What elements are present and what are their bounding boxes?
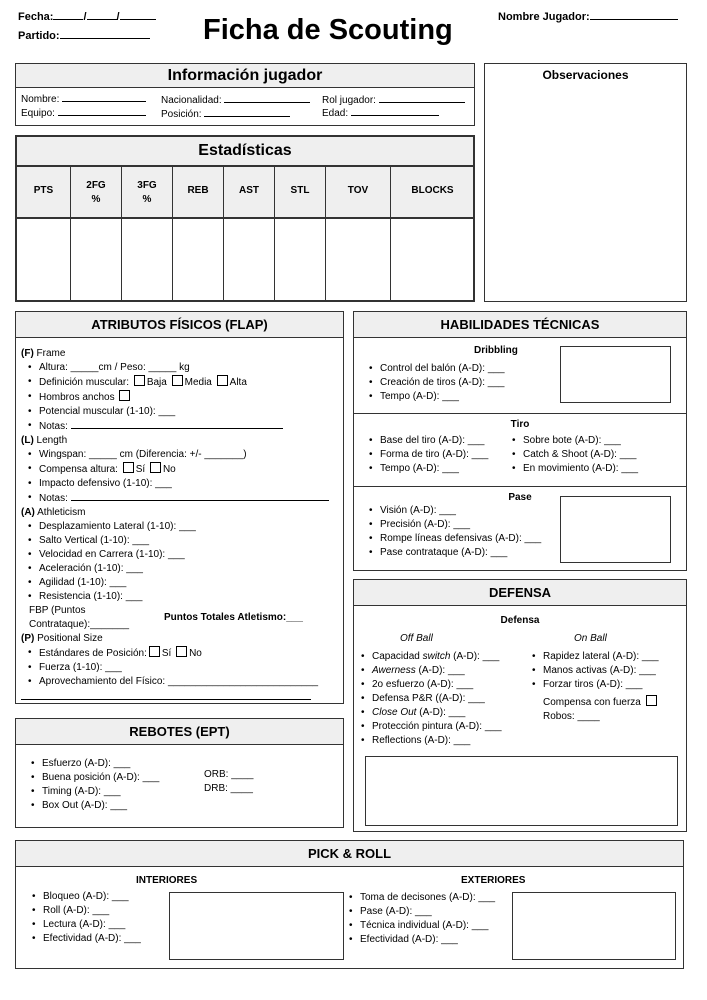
wingspan-item[interactable]: • Wingspan: _____ cm (Diferencia: +/- _______) [21, 448, 341, 462]
defensa-section [353, 579, 687, 832]
rebotes-item[interactable]: • Esfuerzo (A-D): ___ [24, 757, 159, 771]
aprovechamiento-item[interactable]: • Aprovechamiento del Físico: ___________________________ [21, 675, 341, 689]
tiro-item[interactable]: • Catch & Shoot (A-D): ___ [505, 448, 638, 462]
interiores-item[interactable]: • Lectura (A-D): ___ [25, 918, 141, 932]
compensa-fuerza-checkbox[interactable] [646, 695, 657, 706]
equipo-field[interactable]: Equipo: [21, 106, 146, 121]
off-ball-text: (A-D): ___ [415, 665, 465, 676]
stat-value-cell[interactable] [173, 219, 224, 300]
exteriores-item[interactable]: • Técnica individual (A-D): ___ [342, 919, 495, 933]
orb-field[interactable]: ORB: ____ [204, 769, 254, 780]
page-title: Ficha de Scouting [203, 14, 453, 46]
off-ball-item[interactable] [354, 692, 502, 706]
stat-label: 2FG [86, 179, 106, 191]
pase-item[interactable]: • Visión (A-D): ___ [362, 504, 541, 518]
pick-roll-section [15, 840, 684, 969]
posicion-field[interactable]: Posición: [161, 107, 290, 122]
off-ball-item[interactable] [354, 720, 502, 734]
stat-label: PTS [33, 185, 54, 196]
notas-length-item[interactable]: • Notas: [21, 491, 341, 506]
off-ball-item[interactable] [354, 678, 502, 692]
pase-title: Pase [508, 492, 532, 503]
tiro-title: Tiro [510, 419, 530, 430]
potencial-muscular-item[interactable]: • Potencial muscular (1-10): ___ [21, 405, 341, 419]
rebotes-item[interactable]: • Box Out (A-D): ___ [24, 799, 159, 813]
compensa-fuerza-field[interactable]: Compensa con fuerza [543, 695, 659, 710]
alta-checkbox[interactable] [217, 375, 228, 386]
positional-size-heading: (P) Positional Size [21, 633, 103, 644]
interiores-heading: INTERIORES [136, 875, 198, 886]
stat-header-3 [173, 167, 224, 217]
resistencia-item[interactable]: • Resistencia (1-10): ___ [21, 590, 341, 604]
tiro-item[interactable]: • Forma de tiro (A-D): ___ [362, 448, 488, 462]
tiro-item[interactable]: • Tempo (A-D): ___ [362, 462, 488, 476]
pase-block [354, 487, 686, 571]
defensa-title: DEFENSA [354, 580, 686, 606]
puntos-totales-field[interactable]: Puntos Totales Atletismo:___ [164, 612, 303, 623]
partido-field[interactable]: Partido: [18, 29, 150, 42]
rebotes-item[interactable]: • Timing (A-D): ___ [24, 785, 159, 799]
dribbling-title: Dribbling [474, 345, 518, 356]
stat-value-cell[interactable] [224, 219, 275, 300]
stat-label: STL [290, 185, 310, 196]
estandares-no-checkbox[interactable] [176, 646, 187, 657]
definicion-muscular-item[interactable]: • Definición muscular: Baja Media Alta [21, 375, 341, 390]
robos-field[interactable]: Robos: ____ [543, 711, 600, 722]
stat-value-cell[interactable] [391, 219, 474, 300]
off-ball-item[interactable] [354, 706, 502, 720]
stat-label: BLOCKS [411, 185, 454, 196]
stat-value-cell[interactable] [71, 219, 122, 300]
rebotes-title: REBOTES (EPT) [16, 719, 343, 745]
pase-list [362, 504, 541, 560]
off-ball-heading: Off Ball [400, 633, 433, 644]
stat-value-cell[interactable] [122, 219, 173, 300]
pase-notes-box[interactable] [560, 496, 671, 563]
off-ball-item[interactable] [354, 734, 502, 748]
tiro-left-list [362, 434, 488, 476]
length-heading: (L) Length [21, 435, 68, 446]
agilidad-item[interactable]: • Agilidad (1-10): ___ [21, 576, 341, 590]
off-ball-text: Capacidad [372, 651, 423, 662]
off-ball-text: (A-D): ___ [450, 651, 500, 662]
compensa-altura-item[interactable]: • Compensa altura: Sí No [21, 462, 341, 477]
defensa-subtitle: Defensa [500, 615, 540, 626]
nombre-jugador-field[interactable]: Nombre Jugador: [498, 10, 678, 23]
habilidades-tecnicas-section [353, 311, 687, 571]
atributos-fisicos-title: ATRIBUTOS FÍSICOS (FLAP) [16, 312, 343, 338]
estadisticas-title: Estadísticas [17, 137, 473, 167]
stat-header-7 [391, 167, 474, 217]
frame-heading: (F) Frame [21, 348, 66, 359]
stat-value-cell[interactable] [17, 219, 71, 300]
rebotes-item[interactable]: • Buena posición (A-D): ___ [24, 771, 159, 785]
off-ball-list [354, 650, 502, 748]
extra-line[interactable] [21, 689, 311, 700]
interiores-item[interactable]: • Roll (A-D): ___ [25, 904, 141, 918]
athleticism-heading: (A) Athleticism [21, 507, 86, 518]
estadisticas-section [15, 135, 475, 302]
tiro-item[interactable]: • Sobre bote (A-D): ___ [505, 434, 638, 448]
on-ball-heading: On Ball [574, 633, 607, 644]
stat-label: TOV [347, 185, 369, 196]
on-ball-item[interactable]: • Rapidez lateral (A-D): ___ [525, 650, 659, 664]
dribbling-item[interactable]: • Control del balón (A-D): ___ [362, 362, 505, 376]
stat-header-2 [122, 167, 173, 217]
notas-frame-item[interactable]: • Notas: [21, 419, 341, 434]
baja-checkbox[interactable] [134, 375, 145, 386]
dribbling-list [362, 362, 505, 404]
pase-item[interactable]: • Precisión (A-D): ___ [362, 518, 541, 532]
media-checkbox[interactable] [172, 375, 183, 386]
atributos-fisicos-section [15, 311, 344, 704]
pick-roll-title: PICK & ROLL [16, 841, 683, 867]
impacto-defensivo-item[interactable]: • Impacto defensivo (1-10): ___ [21, 477, 341, 491]
exteriores-item[interactable]: • Toma de decisones (A-D): ___ [342, 891, 495, 905]
hombros-checkbox[interactable] [119, 390, 130, 401]
stat-label-sub: % [91, 193, 101, 205]
off-ball-text: Defensa P&R ((A-D): ___ [372, 693, 485, 704]
velocidad-item[interactable]: • Velocidad en Carrera (1-10): ___ [21, 548, 341, 562]
stat-header-6 [326, 167, 391, 217]
interiores-notes-box[interactable] [169, 892, 344, 960]
stat-label-sub: % [142, 193, 152, 205]
stat-value-cell[interactable] [326, 219, 391, 300]
exteriores-item[interactable]: • Pase (A-D): ___ [342, 905, 495, 919]
nombre-field[interactable]: Nombre: [21, 92, 146, 107]
interiores-item[interactable]: • Efectividad (A-D): ___ [25, 932, 141, 946]
stat-header-4 [224, 167, 275, 217]
estandares-si-checkbox[interactable] [149, 646, 160, 657]
fuerza-item[interactable]: • Fuerza (1-10): ___ [21, 661, 341, 675]
aceleracion-item[interactable]: • Aceleración (1-10): ___ [21, 562, 341, 576]
fbp-label-1: FBP (Puntos [29, 605, 86, 616]
rebotes-section [15, 718, 344, 828]
stat-header-5 [275, 167, 326, 217]
salto-item[interactable]: • Salto Vertical (1-10): ___ [21, 534, 341, 548]
stat-label: 3FG [137, 179, 157, 191]
exteriores-heading: EXTERIORES [461, 875, 526, 886]
info-jugador-section [15, 63, 475, 126]
off-ball-item[interactable] [354, 664, 502, 678]
estandares-posicion-item[interactable]: • Estándares de Posición: Sí No [21, 646, 341, 661]
off-ball-text: Reflections (A-D): ___ [372, 735, 471, 746]
off-ball-text: Awerness [372, 665, 416, 676]
dribbling-item[interactable]: • Tempo (A-D): ___ [362, 390, 505, 404]
dribbling-notes-box[interactable] [560, 346, 671, 403]
pase-item[interactable]: • Rompe líneas defensivas (A-D): ___ [362, 532, 541, 546]
exteriores-item[interactable]: • Efectividad (A-D): ___ [342, 933, 495, 947]
exteriores-list [342, 891, 495, 947]
habilidades-tecnicas-title: HABILIDADES TÉCNICAS [354, 312, 686, 338]
stat-label: REB [187, 185, 209, 196]
observaciones-section[interactable] [484, 63, 687, 302]
edad-field[interactable]: Edad: [322, 106, 439, 121]
desplazamiento-item[interactable]: • Desplazamiento Lateral (1-10): ___ [21, 520, 341, 534]
dribbling-block [354, 337, 686, 414]
defensa-notes-box[interactable] [365, 756, 678, 826]
fbp-row [21, 604, 341, 632]
off-ball-text: (A-D): ___ [416, 707, 466, 718]
on-ball-item[interactable]: • Forzar tiros (A-D): ___ [525, 678, 659, 692]
stat-header-1 [71, 167, 122, 217]
fbp-field[interactable]: Contrataque):_______ [29, 619, 130, 630]
compensa-no-checkbox[interactable] [150, 462, 161, 473]
drb-field[interactable]: DRB: ____ [204, 783, 253, 794]
dribbling-item[interactable]: • Creación de tiros (A-D): ___ [362, 376, 505, 390]
off-ball-item[interactable] [354, 650, 502, 664]
exteriores-notes-box[interactable] [512, 892, 676, 960]
rol-field[interactable]: Rol jugador: [322, 93, 465, 108]
observaciones-title: Observaciones [542, 68, 629, 82]
compensa-si-checkbox[interactable] [123, 462, 134, 473]
hombros-anchos-item[interactable]: • Hombros anchos [21, 390, 341, 405]
off-ball-text: Protección pintura (A-D): ___ [372, 721, 502, 732]
atributos-fisicos-content [21, 347, 341, 700]
altura-peso-item[interactable]: • Altura: _____cm / Peso: _____ kg [21, 361, 341, 375]
interiores-item[interactable]: • Bloqueo (A-D): ___ [25, 890, 141, 904]
fecha-field[interactable]: Fecha: / / [18, 10, 156, 23]
stat-header-0 [17, 167, 71, 217]
tiro-block [354, 414, 686, 487]
rebotes-list [24, 757, 159, 813]
tiro-item[interactable]: • En movimiento (A-D): ___ [505, 462, 638, 476]
nacionalidad-field[interactable]: Nacionalidad: [161, 93, 310, 108]
off-ball-text: Close Out [372, 707, 417, 718]
off-ball-text: 2o esfuerzo (A-D): ___ [372, 679, 474, 690]
tiro-item[interactable]: • Base del tiro (A-D): ___ [362, 434, 488, 448]
pase-item[interactable]: • Pase contrataque (A-D): ___ [362, 546, 541, 560]
stat-label: AST [239, 185, 259, 196]
tiro-right-list [505, 434, 638, 476]
stat-value-cell[interactable] [275, 219, 326, 300]
on-ball-list [525, 650, 659, 692]
on-ball-item[interactable]: • Manos activas (A-D): ___ [525, 664, 659, 678]
off-ball-text: switch [422, 651, 451, 662]
interiores-list [25, 890, 141, 946]
info-jugador-title: Información jugador [16, 64, 474, 88]
